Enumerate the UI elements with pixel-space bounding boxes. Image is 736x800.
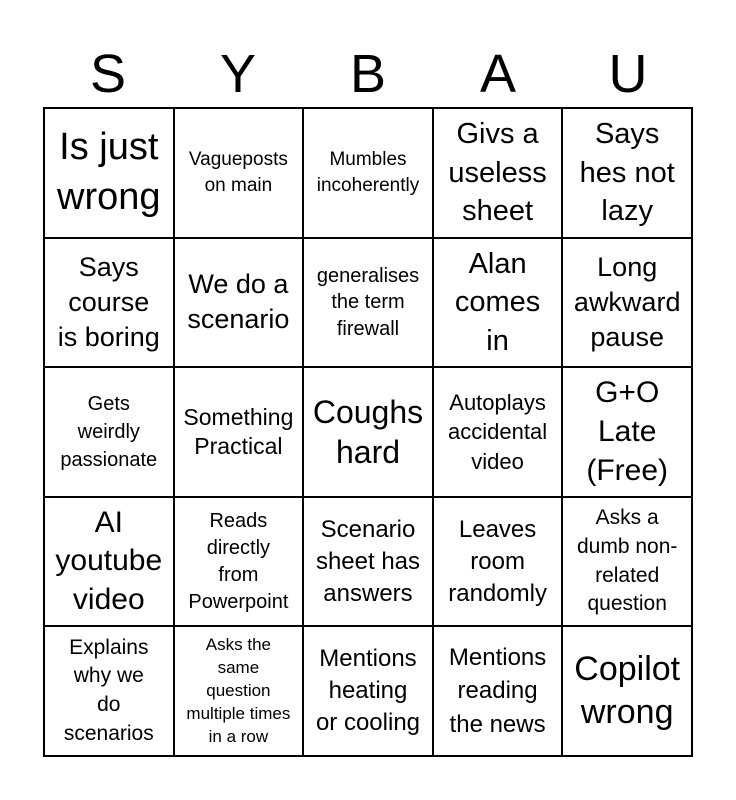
- bingo-cell-text: G+O Late (Free): [586, 376, 669, 488]
- bingo-cell-text: Says course is boring: [57, 251, 160, 352]
- bingo-cell[interactable]: [44, 108, 174, 238]
- bingo-cell-text: Leaves room randomly: [448, 515, 547, 607]
- bingo-cell-text: Copilot wrong: [574, 649, 681, 732]
- bingo-cell[interactable]: [562, 497, 692, 627]
- bingo-board: [43, 107, 693, 757]
- bingo-cell-text: Givs a useless sheet: [448, 117, 547, 228]
- bingo-cell-text: Something Practical: [183, 403, 294, 459]
- bingo-cell-text: Long awkward pause: [573, 251, 681, 352]
- bingo-cell-text: Coughs hard: [312, 393, 424, 470]
- bingo-cell-text: Asks a dumb non- related question: [576, 506, 678, 616]
- bingo-cell[interactable]: [174, 367, 304, 497]
- bingo-cell-text: Mumbles incoherently: [316, 149, 420, 196]
- bingo-cell[interactable]: [562, 367, 692, 497]
- bingo-cell-text: Vagueposts on main: [188, 149, 288, 196]
- bingo-cell-text: Is just wrong: [57, 126, 161, 218]
- bingo-cell-text: Says hes not lazy: [579, 117, 675, 228]
- bingo-cell-text: AI youtube video: [55, 506, 163, 616]
- title-letter-y: Y: [219, 44, 257, 104]
- bingo-cell-text: Mentions heating or cooling: [315, 645, 421, 737]
- bingo-cell-text: Reads directly from Powerpoint: [188, 509, 289, 613]
- bingo-cell[interactable]: [44, 367, 174, 497]
- bingo-cell[interactable]: [44, 626, 174, 756]
- bingo-cell-text: Gets weirdly passionate: [60, 392, 158, 471]
- bingo-cell[interactable]: [562, 626, 692, 756]
- bingo-cell[interactable]: [433, 626, 563, 756]
- bingo-cell[interactable]: [433, 497, 563, 627]
- bingo-cell[interactable]: [433, 108, 563, 238]
- bingo-cell-text: generalises the term firewall: [316, 264, 420, 340]
- bingo-cell[interactable]: [44, 497, 174, 627]
- bingo-cell[interactable]: [303, 367, 433, 497]
- bingo-cell[interactable]: [303, 108, 433, 238]
- title-letter-s: S: [89, 44, 127, 104]
- bingo-cell[interactable]: [174, 497, 304, 627]
- bingo-cell[interactable]: [174, 626, 304, 756]
- bingo-cell[interactable]: [433, 238, 563, 368]
- bingo-cell-text: Explains why we do scenarios: [63, 635, 154, 745]
- title-letter-a: A: [479, 44, 517, 104]
- bingo-cell-text: We do a scenario: [187, 269, 290, 335]
- bingo-cell[interactable]: [44, 238, 174, 368]
- bingo-cell-text: Asks the same question multiple times in a row: [186, 634, 291, 746]
- bingo-cell[interactable]: [433, 367, 563, 497]
- bingo-title: [43, 40, 693, 108]
- bingo-cell-text: Autoplays accidental video: [448, 390, 548, 474]
- bingo-cell[interactable]: [303, 238, 433, 368]
- title-letter-b: B: [349, 44, 387, 104]
- bingo-cell[interactable]: [174, 108, 304, 238]
- bingo-cell[interactable]: [303, 626, 433, 756]
- bingo-cell[interactable]: [562, 108, 692, 238]
- bingo-cell[interactable]: [174, 238, 304, 368]
- bingo-cell-text: Mentions reading the news: [448, 643, 547, 738]
- bingo-cell-text: Alan comes in: [454, 247, 541, 357]
- bingo-cell[interactable]: [562, 238, 692, 368]
- bingo-cell-text: Scenario sheet has answers: [315, 515, 421, 607]
- bingo-cell[interactable]: [303, 497, 433, 627]
- title-letter-u: U: [608, 44, 648, 104]
